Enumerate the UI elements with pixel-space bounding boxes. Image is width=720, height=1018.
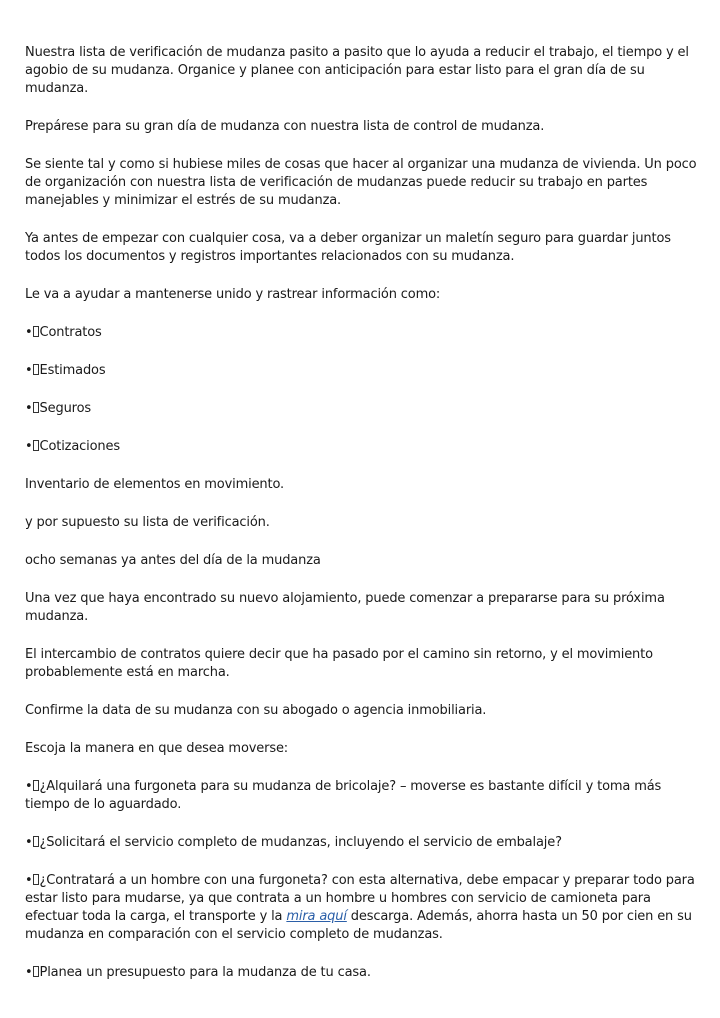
contracts-paragraph: El intercambio de contratos quiere decir que ha pasado por el camino sin retorno, y el movimiento probablemente está en marcha. (25, 647, 653, 680)
list-item (25, 834, 697, 852)
list-item (25, 324, 697, 342)
missing-glyph-icon (33, 966, 39, 977)
list-item-label-continued: descarga. Además, ahorra hasta un 50 por cien en su mudanza en comparación con el servicio completo de mudanzas. (25, 909, 692, 942)
list-item-label: ¿Contratará a un hombre con una furgoneta? con esta alternativa, debe empacar y preparar todo para estar listo para mudarse, ya que contrata a un hombre u hombres con servicio de camioneta para efectuar toda la carga, el transporte y la (25, 873, 695, 924)
bullet-icon: • (25, 401, 33, 416)
list-item (25, 438, 697, 456)
list-item-label: Contratos (39, 325, 102, 340)
bullet-icon: • (25, 873, 33, 888)
bullet-icon: • (25, 439, 33, 454)
bullet-icon: • (25, 325, 33, 340)
missing-glyph-icon (33, 402, 39, 413)
list-item-label: Estimados (39, 363, 106, 378)
intro-paragraph: Nuestra lista de verificación de mudanza pasito a pasito que lo ayuda a reducir el trabajo, el tiempo y el agobio de su mudanza. Organice y planee con anticipación para estar listo para el gran día de su mudanza. (25, 45, 689, 96)
organization-paragraph: Se siente tal y como si hubiese miles de cosas que hacer al organizar una mudanza de vivienda. Un poco de organización con nuestra lista de verificación de mudanzas puede reducir su trabajo en partes manejables y minimizar el estrés de su mudanza. (25, 157, 697, 208)
bullet-icon: • (25, 835, 33, 850)
list-item-label: ¿Solicitará el servicio completo de mudanzas, incluyendo el servicio de embalaje? (39, 835, 562, 850)
missing-glyph-icon (33, 780, 39, 791)
bullet-icon: • (25, 363, 33, 378)
missing-glyph-icon (33, 440, 39, 451)
eight-weeks-paragraph: ocho semanas ya antes del día de la mudanza (25, 553, 321, 568)
missing-glyph-icon (33, 874, 39, 885)
list-item-label: Planea un presupuesto para la mudanza de tu casa. (39, 965, 371, 980)
inventory-paragraph: Inventario de elementos en movimiento. (25, 477, 285, 492)
list-item (25, 362, 697, 380)
list-item (25, 964, 697, 982)
checklist-paragraph: y por supuesto su lista de verificación. (25, 515, 270, 530)
list-item (25, 872, 697, 944)
new-home-paragraph: Una vez que haya encontrado su nuevo alojamiento, puede comenzar a prepararse para su próxima mudanza. (25, 591, 665, 624)
missing-glyph-icon (33, 364, 39, 375)
document-body (25, 44, 697, 1002)
confirm-date-paragraph: Confirme la data de su mudanza con su abogado o agencia inmobiliaria. (25, 703, 487, 718)
list-item-label: Cotizaciones (39, 439, 120, 454)
tracking-intro-paragraph: Le va a ayudar a mantenerse unido y rastrear información como: (25, 287, 441, 302)
bullet-icon: • (25, 779, 33, 794)
missing-glyph-icon (33, 836, 39, 847)
missing-glyph-icon (33, 326, 39, 337)
briefcase-paragraph: Ya antes de empezar con cualquier cosa, va a deber organizar un maletín seguro para guardar juntos todos los documentos y registros importantes relacionados con su mudanza. (25, 231, 671, 264)
list-item (25, 400, 697, 418)
mira-aqui-link[interactable]: mira aquí (286, 909, 347, 924)
bullet-icon: • (25, 965, 33, 980)
list-item (25, 778, 697, 814)
choose-method-paragraph: Escoja la manera en que desea moverse: (25, 741, 289, 756)
list-item-label: Seguros (39, 401, 92, 416)
prepare-paragraph: Prepárese para su gran día de mudanza con nuestra lista de control de mudanza. (25, 119, 545, 134)
list-item-label: ¿Alquilará una furgoneta para su mudanza de bricolaje? – moverse es bastante difícil y toma más tiempo de lo aguardado. (25, 779, 662, 812)
